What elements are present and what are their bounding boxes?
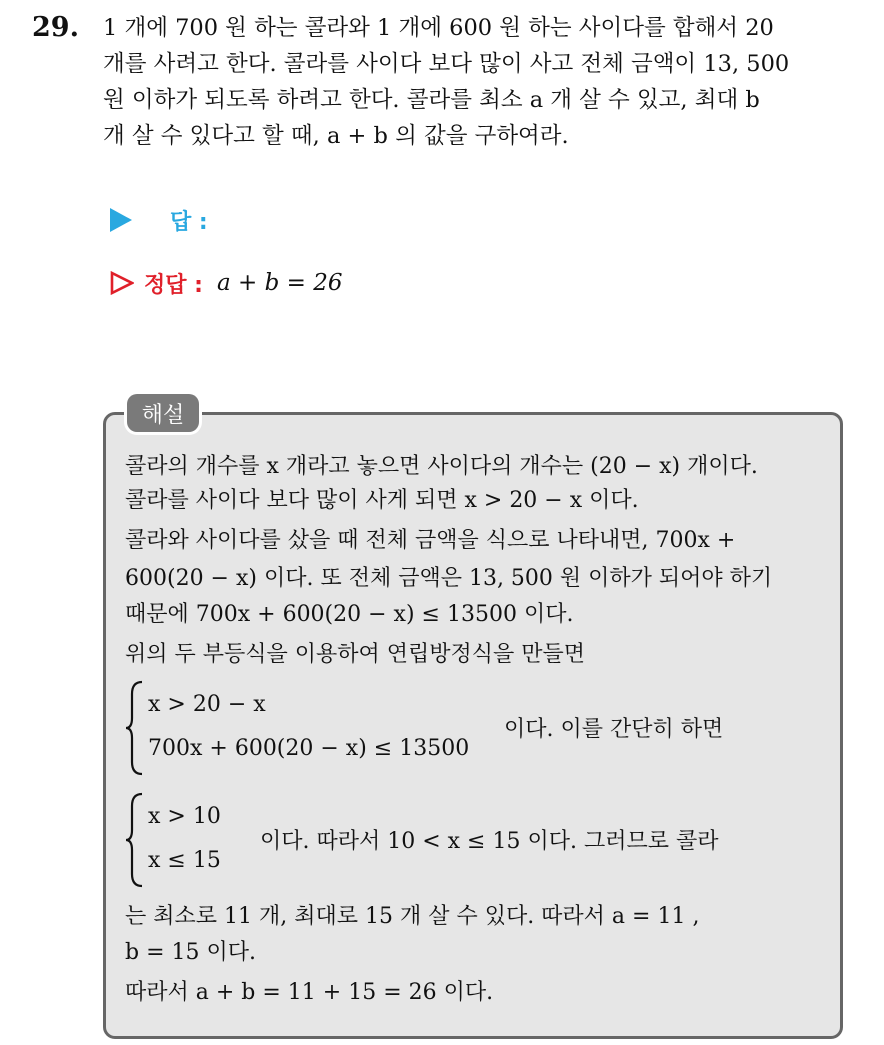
solution-tag: 해설: [127, 394, 199, 432]
inequality-system-1: [124, 680, 824, 776]
solution-line: 콜라의 개수를 x 개라고 놓으면 사이다의 개수는 (20 − x) 개이다.: [125, 454, 758, 479]
question-number: 29.: [32, 12, 79, 43]
system2-line: x ≤ 15: [148, 848, 221, 873]
system1-line: 700x + 600(20 − x) ≤ 13500: [148, 736, 470, 761]
system1-after: 이다. 이를 간단히 하면: [504, 717, 724, 742]
solution-line: 는 최소로 11 개, 최대로 15 개 살 수 있다. 따라서 a = 11 ,: [125, 904, 700, 929]
answer-label: 답 :: [170, 209, 208, 235]
left-brace-icon: [124, 680, 146, 776]
question-line: 원 이하가 되도록 하려고 한다. 콜라를 최소 a 개 살 수 있고, 최대 b: [103, 87, 760, 113]
question-text: [103, 10, 863, 154]
correct-answer-row: [110, 266, 342, 300]
play-triangle-icon: [110, 208, 132, 232]
solution-line: 따라서 a + b = 11 + 15 = 26 이다.: [125, 980, 494, 1005]
solution-line: 때문에 700x + 600(20 − x) ≤ 13500 이다.: [125, 602, 574, 627]
question-line: 개 살 수 있다고 할 때, a + b 의 값을 구하여라.: [103, 123, 569, 149]
system2-line: x > 10: [148, 804, 221, 829]
solution-line: 위의 두 부등식을 이용하여 연립방정식을 만들면: [125, 642, 586, 667]
system2-after: 이다. 따라서 10 < x ≤ 15 이다. 그러므로 콜라: [260, 829, 719, 854]
solution-line: 콜라와 사이다를 샀을 때 전체 금액을 식으로 나타내면, 700x +: [125, 528, 736, 553]
correct-answer-value: a + b = 26: [216, 270, 343, 296]
answer-row: [110, 204, 208, 236]
question-line: 1 개에 700 원 하는 콜라와 1 개에 600 원 하는 사이다를 합해서 20: [103, 15, 774, 41]
outline-triangle-icon: [110, 271, 134, 295]
solution-line: 콜라를 사이다 보다 많이 사게 되면 x > 20 − x 이다.: [125, 488, 639, 513]
left-brace-icon: [124, 792, 146, 888]
solution-line: 600(20 − x) 이다. 또 전체 금액은 13, 500 원 이하가 되어야 하기: [125, 566, 773, 591]
correct-answer-label: 정답 :: [144, 272, 203, 298]
solution-line: b = 15 이다.: [125, 940, 256, 965]
inequality-system-2: [124, 792, 824, 888]
system1-line: x > 20 − x: [148, 692, 266, 717]
question-line: 개를 사려고 한다. 콜라를 사이다 보다 많이 사고 전체 금액이 13, 500: [103, 51, 790, 77]
